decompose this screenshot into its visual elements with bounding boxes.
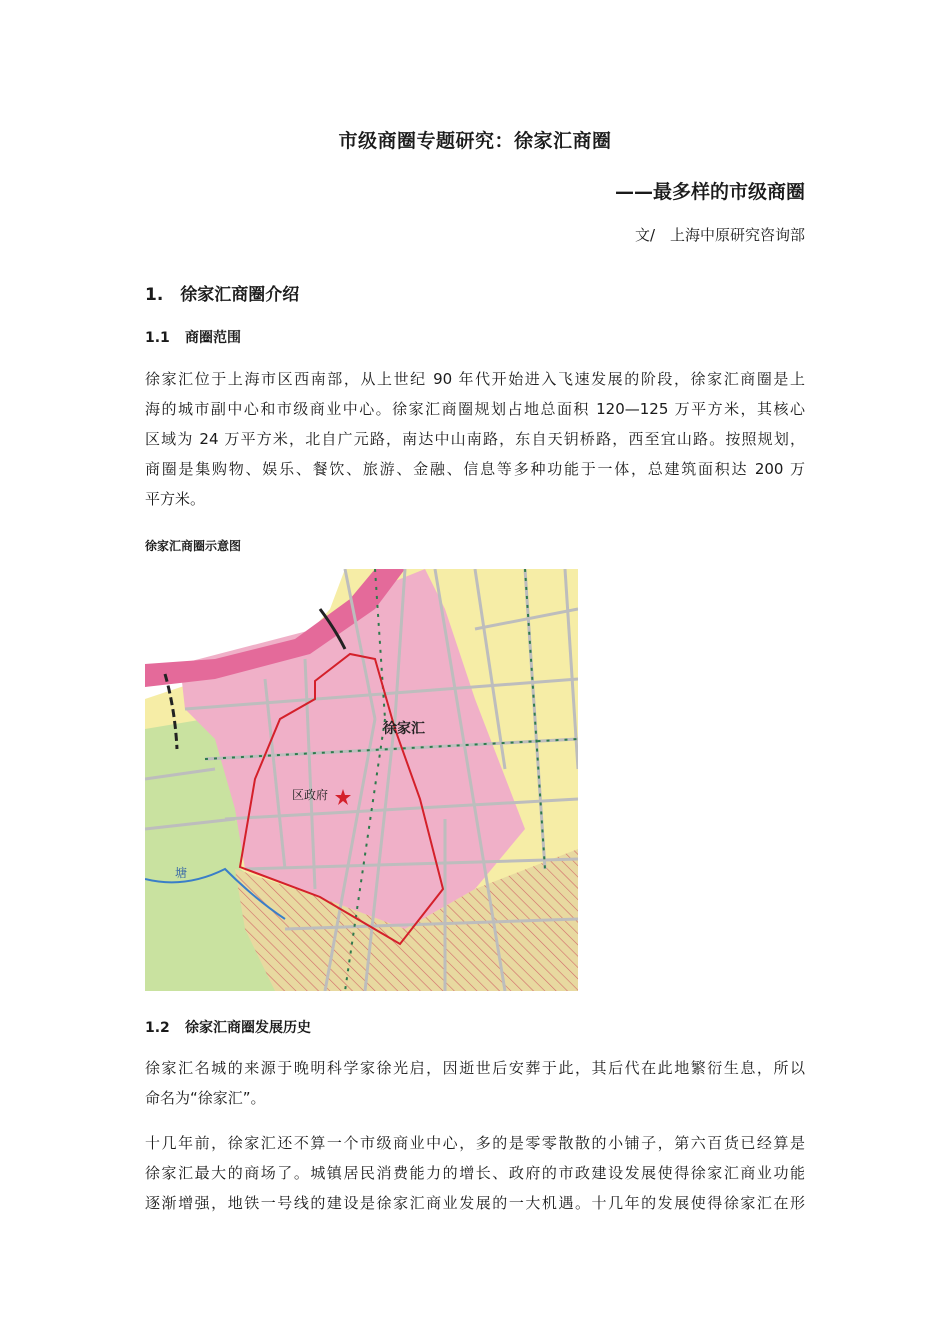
paragraph-scope	[145, 364, 805, 514]
subsection-number: 1.1	[145, 330, 170, 346]
paragraph-history	[145, 1128, 805, 1218]
paragraph-line: 海的城市副中心和市级商业中心。徐家汇商圈规划占地总面积 120—125 万平方米，其核心	[145, 400, 805, 418]
subsection-number: 1.2	[145, 1020, 170, 1036]
paragraph-line: 徐家汇最大的商场了。城镇居民消费能力的增长、政府的市政建设发展使得徐家汇商业功能	[145, 1164, 805, 1182]
paragraph-line: 十几年前，徐家汇还不算一个市级商业中心，多的是零零散散的小铺子，第六百货已经算是	[145, 1134, 805, 1152]
section-heading: 1. 徐家汇商圈介绍	[145, 285, 300, 305]
paragraph-origin	[145, 1053, 805, 1113]
paragraph-line: 徐家汇位于上海市区西南部，从上世纪 90 年代开始进入飞速发展的阶段，徐家汇商圈是上	[145, 370, 805, 388]
paragraph-line: 逐渐增强，地铁一号线的建设是徐家汇商业发展的一大机遇。十几年的发展使得徐家汇在形	[145, 1194, 805, 1212]
subsection-heading-1-1	[145, 327, 241, 347]
subsection-title: 徐家汇商圈发展历史	[185, 1020, 311, 1036]
document-subtitle: ——最多样的市级商圈	[614, 181, 805, 203]
paragraph-line: 商圈是集购物、娱乐、餐饮、旅游、金融、信息等多种功能于一体，总建筑面积达 200 万	[145, 460, 805, 478]
map-label-canal: 塘	[175, 866, 188, 880]
map-label-government: 区政府	[292, 788, 329, 802]
paragraph-line: 命名为“徐家汇”。	[145, 1089, 266, 1107]
paragraph-line: 徐家汇名城的来源于晚明科学家徐光启，因逝世后安葬于此，其后代在此地繁衍生息，所以	[145, 1059, 805, 1077]
district-map	[145, 569, 578, 991]
figure-caption: 徐家汇商圈示意图	[145, 539, 242, 553]
subsection-title: 商圈范围	[185, 330, 241, 346]
map-label-district: 徐家汇	[383, 721, 425, 737]
paragraph-line: 区域为 24 万平方米，北自广元路，南达中山南路，东自天钥桥路，西至宜山路。按照规划，	[145, 430, 805, 448]
subsection-heading-1-2	[145, 1017, 311, 1037]
paragraph-line: 平方米。	[145, 490, 206, 508]
document-byline: 文/ 上海中原研究咨询部	[634, 226, 805, 244]
document-title: 市级商圈专题研究：徐家汇商圈	[338, 130, 612, 152]
